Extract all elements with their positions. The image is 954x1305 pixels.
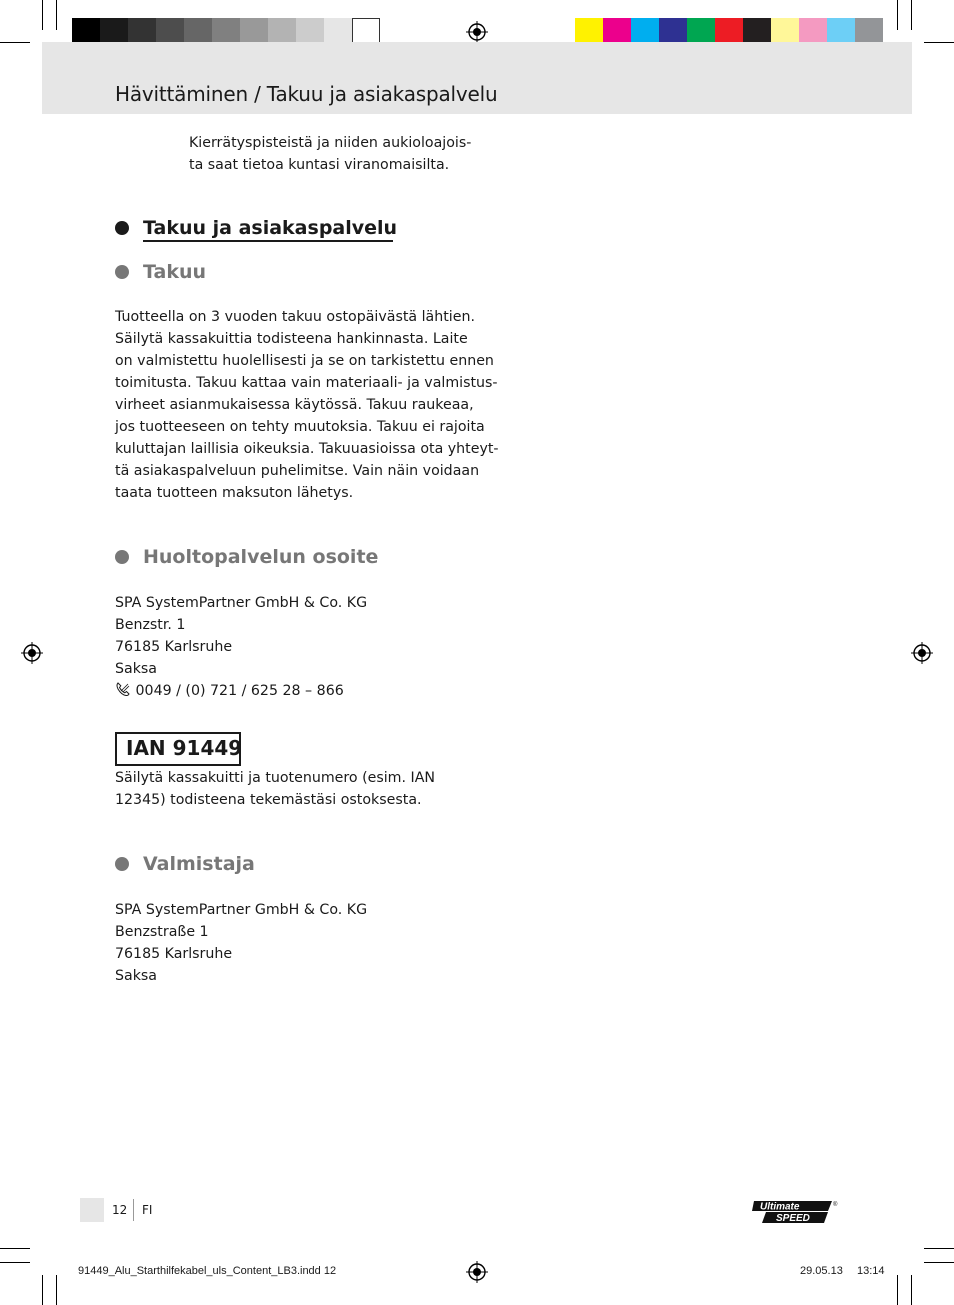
registration-mark-icon — [466, 21, 488, 43]
bullet-icon — [115, 857, 129, 871]
page-number-box — [80, 1198, 104, 1222]
text-line: tä asiakaspalveluun puhelimitse. Vain näin voidaan — [115, 463, 480, 479]
brand-logo — [752, 1198, 842, 1226]
ian-label: IAN 91449 — [126, 736, 243, 760]
page-title: Hävittäminen / Takuu ja asiakaspalvelu — [115, 82, 498, 106]
text-line: jos tuotteeseen on tehty muutoksia. Takuu ei rajoita — [115, 419, 485, 435]
bullet-icon — [115, 550, 129, 564]
bullet-icon — [115, 221, 129, 235]
manufacturer-address — [115, 899, 367, 987]
heading-underline — [143, 240, 393, 242]
section-heading-service: Huoltopalvelun osoite — [143, 546, 379, 568]
page-number: 12 — [112, 1203, 128, 1217]
takuu-paragraph — [115, 306, 499, 504]
address-line: SPA SystemPartner GmbH & Co. KG — [115, 902, 368, 918]
text-line: Kierrätyspisteistä ja niiden aukioloajois- — [189, 135, 472, 151]
text-line: toimitusta. Takuu kattaa vain materiaali- ja valmistus- — [115, 375, 498, 391]
text-line: taata tuotteen maksuton lähetys. — [115, 485, 354, 501]
registration-mark-icon — [911, 642, 933, 664]
address-line: SPA SystemPartner GmbH & Co. KG — [115, 595, 368, 611]
slug-time: 13:14 — [857, 1265, 885, 1277]
address-line: Saksa — [115, 968, 158, 984]
ian-box — [115, 732, 241, 766]
ian-paragraph — [115, 767, 435, 811]
address-line: Saksa — [115, 661, 158, 677]
text-line: Säilytä kassakuitti ja tuotenumero (esim. IAN — [115, 770, 436, 786]
brand-logo-top: Ultimate — [760, 1201, 800, 1213]
text-line: on valmistettu huolellisesti ja se on tarkistettu ennen — [115, 353, 494, 369]
section-heading-manufacturer: Valmistaja — [143, 853, 255, 875]
brand-logo-bottom: SPEED — [776, 1213, 810, 1224]
section-heading-main: Takuu ja asiakaspalvelu — [143, 217, 398, 239]
section-heading-takuu: Takuu — [143, 261, 207, 283]
address-line: 76185 Karlsruhe — [115, 946, 233, 962]
footer-divider — [133, 1199, 134, 1221]
address-line: 76185 Karlsruhe — [115, 639, 233, 655]
slug-date: 29.05.13 — [800, 1265, 843, 1277]
text-line: virheet asianmukaisessa käytössä. Takuu raukeaa, — [115, 397, 474, 413]
registration-mark-icon — [21, 642, 43, 664]
address-line: Benzstr. 1 — [115, 617, 186, 633]
text-line: Säilytä kassakuittia todisteena hankinnasta. Laite — [115, 331, 468, 347]
phone-icon — [115, 681, 131, 697]
intro-paragraph — [189, 132, 471, 176]
text-line: 12345) todisteena tekemästäsi ostoksesta. — [115, 792, 422, 808]
bullet-icon — [115, 265, 129, 279]
slug-filename: 91449_Alu_Starthilfekabel_uls_Content_LB3.indd 12 — [78, 1265, 337, 1277]
text-line: kuluttajan laillisia oikeuksia. Takuuasioissa ota yhteyt- — [115, 441, 499, 457]
registration-mark-icon — [466, 1261, 488, 1283]
text-line: Tuotteella on 3 vuoden takuu ostopäivästä lähtien. — [115, 309, 475, 325]
brand-registered-mark: ® — [833, 1202, 838, 1208]
address-line: Benzstraße 1 — [115, 924, 209, 940]
phone-line — [115, 680, 367, 702]
language-code: FI — [142, 1203, 153, 1217]
text-line: ta saat tietoa kuntasi viranomaisilta. — [189, 157, 450, 173]
phone-number: 0049 / (0) 721 / 625 28 – 866 — [135, 683, 344, 699]
service-address — [115, 592, 367, 702]
